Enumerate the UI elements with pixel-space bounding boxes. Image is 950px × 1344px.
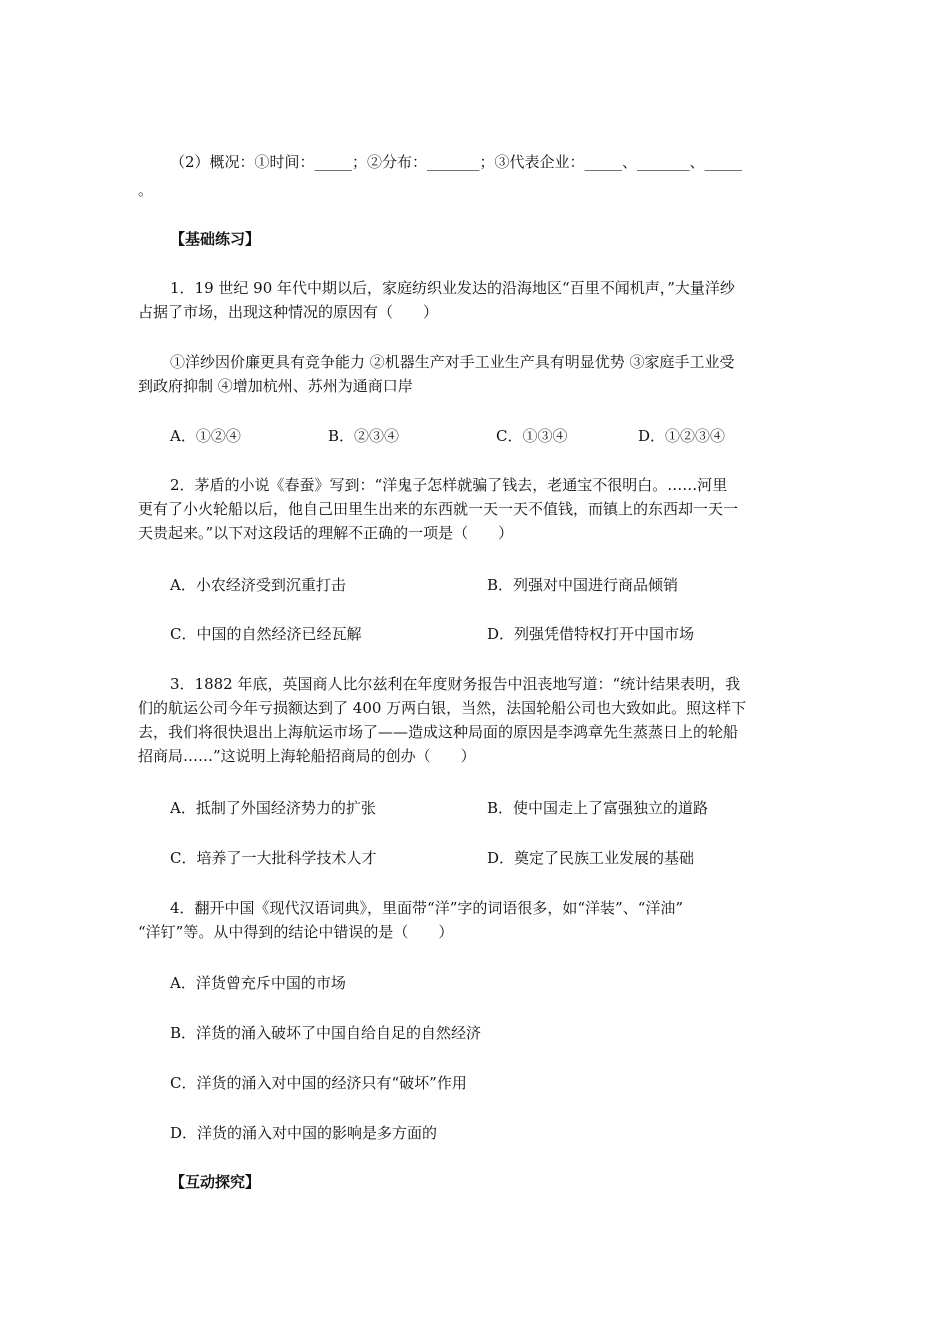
overview-line-end: 。 [138, 181, 154, 199]
interactive-inquiry-heading: 【互动探究】 [170, 1173, 261, 1191]
question-3-option-a: A．抵制了外国经济势力的扩张 [170, 799, 376, 817]
question-4-text: 4．翻开中国《现代汉语词典》，里面带“洋”字的词语很多，如“洋装”、“洋油” [170, 899, 684, 917]
question-1-option-b: B．②③④ [328, 427, 400, 445]
question-3-option-d: D．奠定了民族工业发展的基础 [487, 849, 695, 867]
question-4-option-b: B．洋货的涌入破坏了中国自给自足的自然经济 [170, 1024, 482, 1042]
question-2-option-d: D．列强凭借特权打开中国市场 [487, 625, 695, 643]
question-4-text: “洋钉”等。从中得到的结论中错误的是（ ） [138, 923, 454, 941]
question-1-option-d: D．①②③④ [638, 427, 726, 445]
question-2-text: 2．茅盾的小说《春蚕》写到：“洋鬼子怎样就骗了钱去，老通宝不很明白。……河里 [170, 476, 728, 494]
question-1-option-c: C．①③④ [496, 427, 568, 445]
question-2-option-b: B．列强对中国进行商品倾销 [487, 576, 679, 594]
question-1-text: 占据了市场，出现这种情况的原因有（ ） [138, 303, 439, 321]
question-2-option-c: C．中国的自然经济已经瓦解 [170, 625, 362, 643]
question-2-text: 更有了小火轮船以后，他自己田里生出来的东西就一天一天不值钱，而镇上的东西却一天一 [138, 500, 739, 518]
question-4-option-d: D．洋货的涌入对中国的影响是多方面的 [170, 1124, 438, 1142]
question-2-text: 天贵起来。”以下对这段话的理解不正确的一项是（ ） [138, 524, 514, 542]
question-2-option-a: A．小农经济受到沉重打击 [170, 576, 346, 594]
overview-line: （2）概况：①时间：_____；②分布：_______；③代表企业：_____、_______、_____ [170, 153, 743, 171]
question-1-items: 到政府抑制 ④增加杭州、苏州为通商口岸 [138, 377, 413, 395]
question-1-option-a: A．①②④ [170, 427, 241, 445]
question-4-option-a: A．洋货曾充斥中国的市场 [170, 974, 346, 992]
question-3-text: 招商局……”这说明上海轮船招商局的创办（ ） [138, 747, 476, 765]
question-1-items: ①洋纱因价廉更具有竞争能力 ②机器生产对手工业生产具有明显优势 ③家庭手工业受 [170, 353, 735, 371]
question-3-text: 们的航运公司今年亏损额达到了 400 万两白银，当然，法国轮船公司也大致如此。照这样下 [138, 699, 747, 717]
question-4-option-c: C．洋货的涌入对中国的经济只有“破坏”作用 [170, 1074, 467, 1092]
question-1-text: 1．19 世纪 90 年代中期以后，家庭纺织业发达的沿海地区“百里不闻机声，”大量洋纱 [170, 279, 735, 297]
question-3-option-c: C．培养了一大批科学技术人才 [170, 849, 377, 867]
question-3-text: 去，我们将很快退出上海航运市场了——造成这种局面的原因是李鸿章先生蒸蒸日上的轮船 [138, 723, 739, 741]
question-3-text: 3．1882 年底，英国商人比尔兹利在年度财务报告中沮丧地写道：“统计结果表明，我 [170, 675, 741, 693]
question-3-option-b: B．使中国走上了富强独立的道路 [487, 799, 709, 817]
basic-practice-heading: 【基础练习】 [170, 230, 261, 248]
